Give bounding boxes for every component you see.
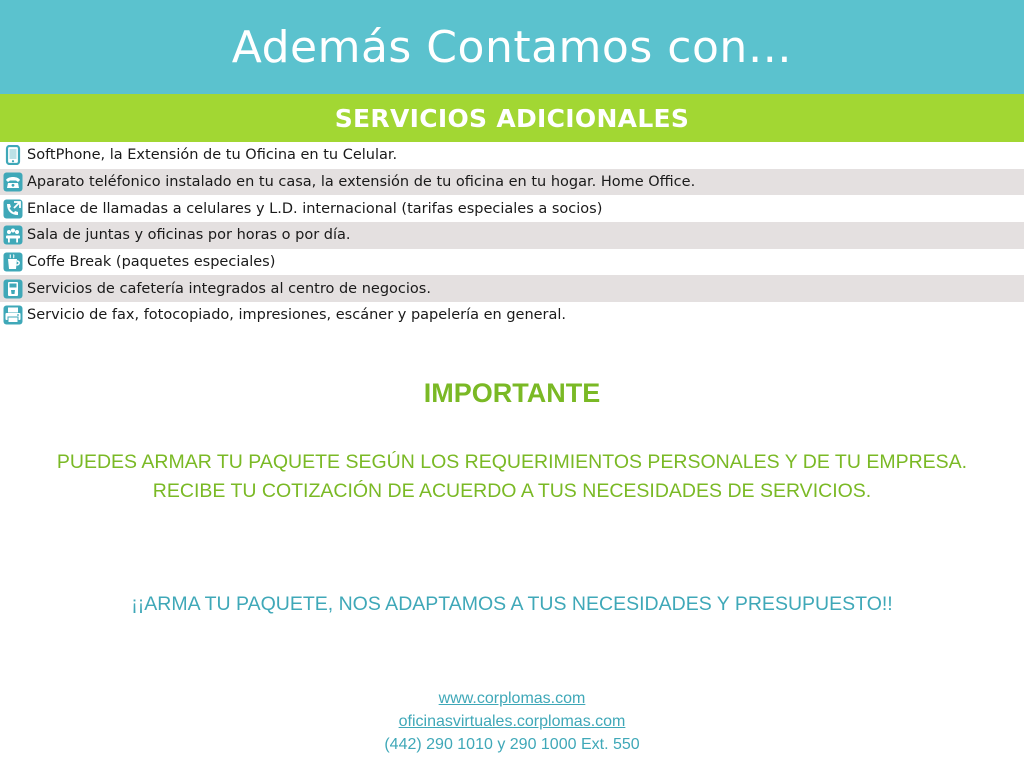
- section-title: SERVICIOS ADICIONALES: [334, 103, 690, 133]
- service-label: Sala de juntas y oficinas por horas o por día.: [27, 227, 351, 244]
- section-header-bar: [0, 94, 1024, 142]
- important-line-2: RECIBE TU COTIZACIÓN DE ACUERDO A TUS NECESIDADES DE SERVICIOS.: [152, 480, 872, 502]
- list-item: [0, 142, 1024, 169]
- meeting-room-icon: [3, 225, 23, 245]
- page-title: Además Contamos con…: [231, 21, 793, 73]
- important-line-1: PUEDES ARMAR TU PAQUETE SEGÚN LOS REQUERIMIENTOS PERSONALES Y DE TU EMPRESA.: [56, 451, 968, 473]
- list-item: [0, 275, 1024, 302]
- service-label: Coffe Break (paquetes especiales): [27, 254, 276, 271]
- service-label: SoftPhone, la Extensión de tu Oficina en tu Celular.: [27, 147, 398, 164]
- phone-icon: [3, 145, 23, 165]
- fax-icon: [3, 305, 23, 325]
- call-to-action: ¡¡ARMA TU PAQUETE, NOS ADAPTAMOS A TUS NECESIDADES Y PRESUPUESTO!!: [131, 593, 893, 615]
- phone-numbers: (442) 290 1010 y 290 1000 Ext. 550: [384, 736, 640, 753]
- virtual-offices-link[interactable]: oficinasvirtuales.corplomas.com: [398, 713, 626, 730]
- list-item: [0, 302, 1024, 329]
- service-label: Servicio de fax, fotocopiado, impresiones, escáner y papelería en general.: [27, 307, 567, 324]
- service-label: Aparato teléfonico instalado en tu casa, la extensión de tu oficina en tu hogar. Home Office.: [27, 174, 696, 191]
- important-heading: IMPORTANTE: [423, 378, 601, 408]
- coffee-icon: [3, 252, 23, 272]
- telephone-icon: [3, 172, 23, 192]
- cafeteria-icon: [3, 279, 23, 299]
- title-bar: [0, 0, 1024, 94]
- service-label: Enlace de llamadas a celulares y L.D. internacional (tarifas especiales a socios): [27, 200, 603, 217]
- services-list: [0, 142, 1024, 329]
- list-item: [0, 169, 1024, 196]
- contact-info: [0, 687, 1024, 756]
- important-message: [0, 448, 1024, 506]
- list-item: [0, 195, 1024, 222]
- list-item: [0, 249, 1024, 276]
- website-link[interactable]: www.corplomas.com: [438, 690, 586, 707]
- list-item: [0, 222, 1024, 249]
- service-label: Servicios de cafetería integrados al centro de negocios.: [27, 280, 431, 297]
- call-forward-icon: [3, 199, 23, 219]
